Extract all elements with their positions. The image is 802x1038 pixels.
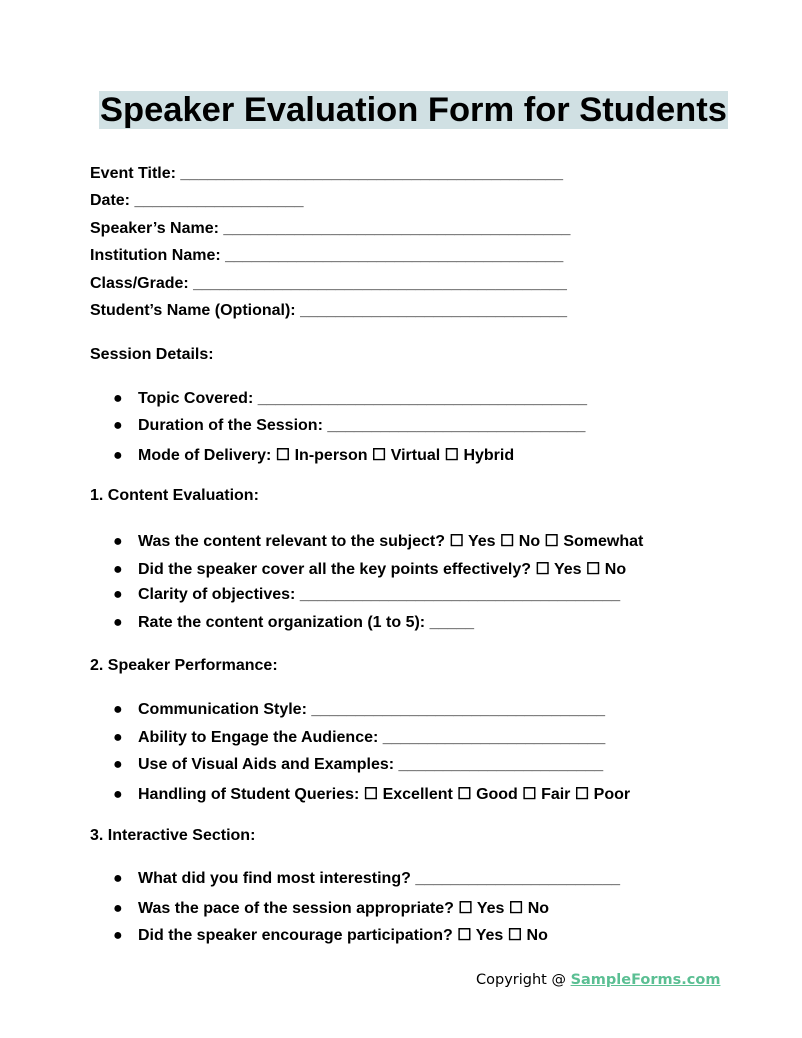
copyright: Copyright @ SampleForms.com: [476, 972, 721, 988]
list-item[interactable]: ● Ability to Engage the Audience: _________________________: [113, 729, 606, 746]
list-item[interactable]: ● Mode of Delivery: ☐ In-person ☐ Virtual ☐ Hybrid: [113, 447, 515, 464]
section-heading: 3. Interactive Section:: [90, 827, 256, 844]
field-class-grade[interactable]: Class/Grade: __________________________________________: [90, 275, 567, 292]
page-title: Speaker Evaluation Form for Students: [100, 91, 727, 129]
field-speaker-name[interactable]: Speaker’s Name: _______________________________________: [90, 220, 571, 237]
section-heading: 1. Content Evaluation:: [90, 487, 259, 504]
list-item[interactable]: ● Topic Covered: _____________________________________: [113, 390, 587, 407]
list-item[interactable]: ● Rate the content organization (1 to 5): _____: [113, 614, 475, 631]
sampleforms-link[interactable]: SampleForms.com: [570, 972, 721, 988]
section-heading: 2. Speaker Performance:: [90, 657, 278, 674]
list-item[interactable]: ● Duration of the Session: _____________________________: [113, 417, 586, 434]
list-item[interactable]: ● Handling of Student Queries: ☐ Excellent ☐ Good ☐ Fair ☐ Poor: [113, 786, 631, 803]
list-item[interactable]: ● Use of Visual Aids and Examples: _______________________: [113, 756, 604, 773]
section-heading: Session Details:: [90, 346, 214, 363]
list-item[interactable]: ● Did the speaker encourage participation? ☐ Yes ☐ No: [113, 927, 548, 944]
list-item[interactable]: ● Communication Style: _________________________________: [113, 701, 605, 718]
list-item[interactable]: ● Did the speaker cover all the key points effectively? ☐ Yes ☐ No: [113, 561, 627, 578]
field-date[interactable]: Date: ___________________: [90, 192, 304, 209]
list-item[interactable]: ● Was the content relevant to the subject? ☐ Yes ☐ No ☐ Somewhat: [113, 533, 644, 550]
field-event-title[interactable]: Event Title: ___________________________________________: [90, 165, 564, 182]
list-item[interactable]: ● What did you find most interesting? _______________________: [113, 870, 620, 887]
list-item[interactable]: ● Clarity of objectives: ____________________________________: [113, 586, 621, 603]
field-institution-name[interactable]: Institution Name: ______________________________________: [90, 247, 564, 264]
list-item[interactable]: ● Was the pace of the session appropriate? ☐ Yes ☐ No: [113, 900, 550, 917]
field-student-name[interactable]: Student’s Name (Optional): ______________________________: [90, 302, 568, 319]
